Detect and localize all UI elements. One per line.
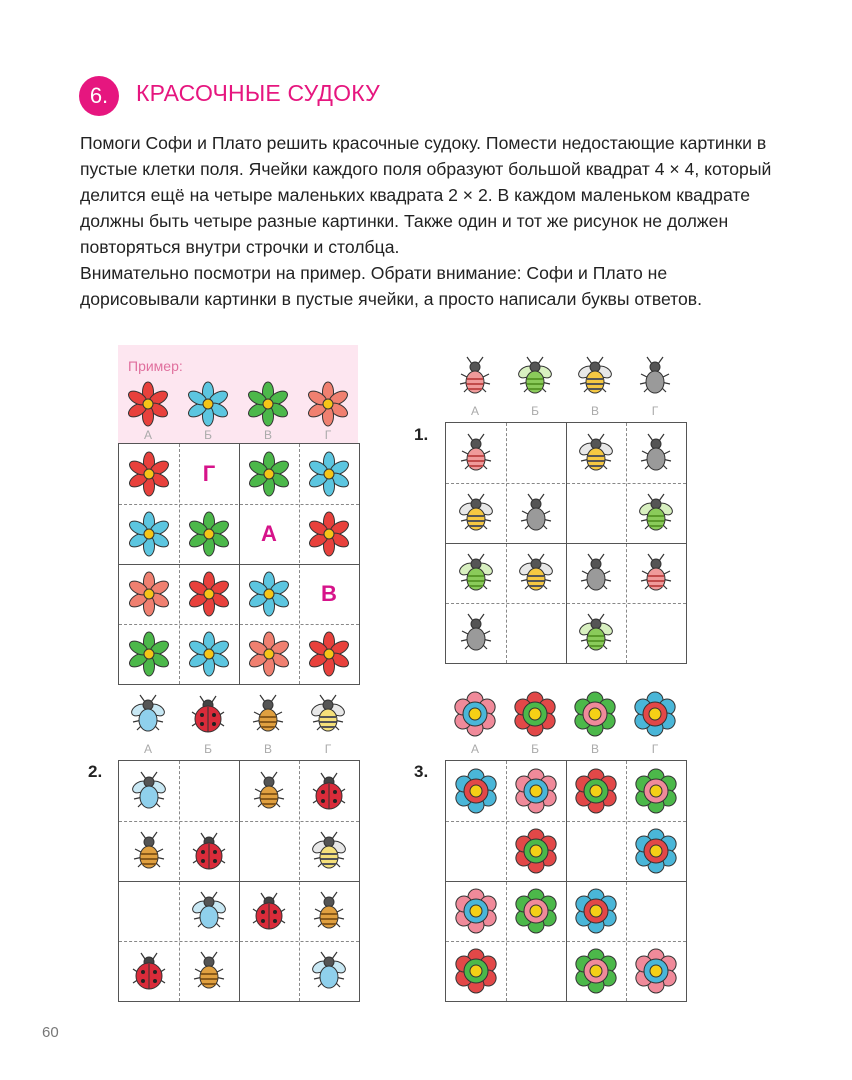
puzzle-1-cell-bug-bee-icon (566, 423, 626, 483)
example-cell-flower-blue-icon (179, 624, 239, 684)
example-column-letter: Г (324, 428, 332, 442)
puzzle-2-cell-ladybug-icon (299, 761, 359, 821)
example-cell-flower-red-icon (299, 624, 359, 684)
puzzle-2-cell-bee-fuzzy-icon (299, 821, 359, 881)
example-legend-flower-red-icon (118, 380, 178, 428)
puzzle-3-legend-rosette-blue-red-icon (625, 690, 685, 738)
puzzle-3-column-letter: А (470, 742, 479, 756)
puzzle-3-column-letter: Г (651, 742, 659, 756)
puzzle-3-empty-cell[interactable] (506, 941, 566, 1001)
puzzle-1-empty-cell[interactable] (626, 603, 686, 663)
puzzle-2-cell-beetle-icon (119, 821, 179, 881)
puzzle-1-column-letter: Б (531, 404, 539, 418)
puzzle-1-empty-cell[interactable] (506, 423, 566, 483)
puzzle-3-cell-rosette-green-red-icon (446, 941, 506, 1001)
example-label: Пример: (128, 358, 183, 374)
puzzle-2-legend-ladybug-icon (178, 690, 238, 738)
puzzle-3-legend-rosette-pink-blue-icon (445, 690, 505, 738)
example-cell-flower-green-icon (239, 444, 299, 504)
puzzle-3-legend-rosette-green-red-icon (505, 690, 565, 738)
puzzle-3-cell-rosette-blue-red-icon (566, 881, 626, 941)
puzzle-1-cell-bug-bee-icon (506, 543, 566, 603)
example-legend-flower-blue-icon (178, 380, 238, 428)
puzzle-2-cell-beetle-icon (299, 881, 359, 941)
instructions-paragraph-2: Внимательно посмотри на пример. Обрати внимание: Софи и Плато не дорисовывали картинки в пустые ячейки, а просто написали буквы ответов. (80, 263, 703, 309)
puzzle-1-legend-bug-dragonfly-icon (505, 352, 565, 400)
puzzle-3-legend-rosette-green-pink-icon (565, 690, 625, 738)
puzzle-1-cell-bug-gray-icon (446, 603, 506, 663)
puzzle-1-empty-cell[interactable] (566, 483, 626, 543)
puzzle-3-cell-rosette-green-red-icon (566, 761, 626, 821)
example-column-letter: Б (204, 428, 212, 442)
puzzle-3-empty-cell[interactable] (566, 821, 626, 881)
example-cell-flower-blue-icon (119, 504, 179, 564)
puzzle-2-cell-beetle-icon (239, 761, 299, 821)
puzzle-3-empty-cell[interactable] (626, 881, 686, 941)
puzzle-1-cell-bug-dragonfly-icon (566, 603, 626, 663)
puzzle-3-column-letter: Б (531, 742, 539, 756)
puzzle-2-legend-bee-fuzzy-icon (298, 690, 358, 738)
puzzle-1-cell-bug-striped-icon (446, 423, 506, 483)
puzzle-3-cell-rosette-green-pink-icon (506, 881, 566, 941)
example-answer-letter: В (321, 581, 337, 606)
puzzle-1-number: 1. (414, 425, 429, 444)
puzzle-3-grid (445, 760, 687, 1002)
puzzle-1-column-letter: Г (651, 404, 659, 418)
puzzle-1-column-letter: А (470, 404, 479, 418)
section-number-badge (79, 76, 119, 116)
puzzle-2-empty-cell[interactable] (239, 821, 299, 881)
puzzle-3-column-letter: В (590, 742, 599, 756)
puzzle-2-empty-cell[interactable] (119, 881, 179, 941)
page-number: 60 (42, 1024, 59, 1041)
example-cell-flower-green-icon (179, 504, 239, 564)
puzzle-2-column-letter: Г (324, 742, 332, 756)
puzzle-3-number: 3. (414, 762, 429, 781)
puzzle-2-column-letter: В (263, 742, 272, 756)
puzzle-1-empty-cell[interactable] (506, 603, 566, 663)
puzzle-2-column-letter: А (143, 742, 152, 756)
puzzle-2-cell-ladybug-icon (179, 821, 239, 881)
puzzle-1-legend-bug-striped-icon (445, 352, 505, 400)
puzzle-2-empty-cell[interactable] (239, 941, 299, 1001)
puzzle-2-number: 2. (88, 762, 103, 781)
example-cell-flower-blue-icon (299, 444, 359, 504)
puzzle-1-cell-bug-dragonfly-icon (446, 543, 506, 603)
puzzle-2-cell-fly-blue-icon (299, 941, 359, 1001)
puzzle-1-grid (445, 422, 687, 664)
puzzle-2-cell-ladybug-icon (239, 881, 299, 941)
puzzle-1-column-letter: В (590, 404, 599, 418)
example-answer-letter: А (261, 521, 277, 546)
puzzle-2-column-letter: Б (204, 742, 212, 756)
puzzle-2-legend-fly-blue-icon (118, 690, 178, 738)
section-number: 6. (89, 83, 109, 108)
puzzle-2-cell-beetle-icon (179, 941, 239, 1001)
puzzle-3-cell-rosette-green-pink-icon (626, 761, 686, 821)
puzzle-2-cell-fly-blue-icon (179, 881, 239, 941)
example-cell-flower-green-icon (119, 624, 179, 684)
puzzle-3-cell-rosette-pink-blue-icon (626, 941, 686, 1001)
example-answer-letter: Г (202, 461, 216, 486)
example-column-letter: А (143, 428, 152, 442)
example-cell-flower-blue-icon (239, 564, 299, 624)
puzzle-2-cell-fly-blue-icon (119, 761, 179, 821)
puzzle-2-grid (118, 760, 360, 1002)
puzzle-2-cell-ladybug-icon (119, 941, 179, 1001)
example-cell-flower-salmon-icon (119, 564, 179, 624)
puzzle-1-cell-bug-gray-icon (566, 543, 626, 603)
example-cell-flower-red-icon (299, 504, 359, 564)
example-cell-flower-red-icon (119, 444, 179, 504)
puzzle-3-cell-rosette-pink-blue-icon (446, 881, 506, 941)
instructions-paragraph-1: Помоги Софи и Плато решить красочные судоку. Помести недостающие картинки в пустые клетки поля. Ячейки каждого поля образуют большой квадрат 4 × 4, который делится ещё на четыре маленьких квадрата 2 × 2. В каждом маленьком квадрате должны быть четыре разные картинки. Также один и тот же рисунок не должен повторяться внутри строчки и столбца. (80, 133, 772, 257)
puzzle-2-legend-beetle-icon (238, 690, 298, 738)
puzzle-1-legend-bug-bee-icon (565, 352, 625, 400)
puzzle-1-cell-bug-gray-icon (506, 483, 566, 543)
section-title: КРАСОЧНЫЕ СУДОКУ (136, 80, 380, 106)
example-legend-flower-salmon-icon (298, 380, 358, 428)
puzzle-3-cell-rosette-green-pink-icon (566, 941, 626, 1001)
example-column-letter: В (263, 428, 272, 442)
puzzle-1-cell-bug-dragonfly-icon (626, 483, 686, 543)
instructions (80, 130, 780, 312)
puzzle-3-cell-rosette-blue-red-icon (626, 821, 686, 881)
puzzle-3-empty-cell[interactable] (446, 821, 506, 881)
puzzle-1-cell-bug-gray-icon (626, 423, 686, 483)
puzzle-1-cell-bug-bee-icon (446, 483, 506, 543)
puzzle-3-cell-rosette-blue-red-icon (446, 761, 506, 821)
example-grid (118, 443, 360, 685)
puzzle-1-cell-bug-striped-icon (626, 543, 686, 603)
example-cell-flower-salmon-icon (239, 624, 299, 684)
example-cell-flower-red-icon (179, 564, 239, 624)
example-legend-flower-green-icon (238, 380, 298, 428)
puzzle-2-empty-cell[interactable] (179, 761, 239, 821)
puzzle-3-cell-rosette-pink-blue-icon (506, 761, 566, 821)
puzzle-1-legend-bug-gray-icon (625, 352, 685, 400)
puzzle-3-cell-rosette-green-red-icon (506, 821, 566, 881)
